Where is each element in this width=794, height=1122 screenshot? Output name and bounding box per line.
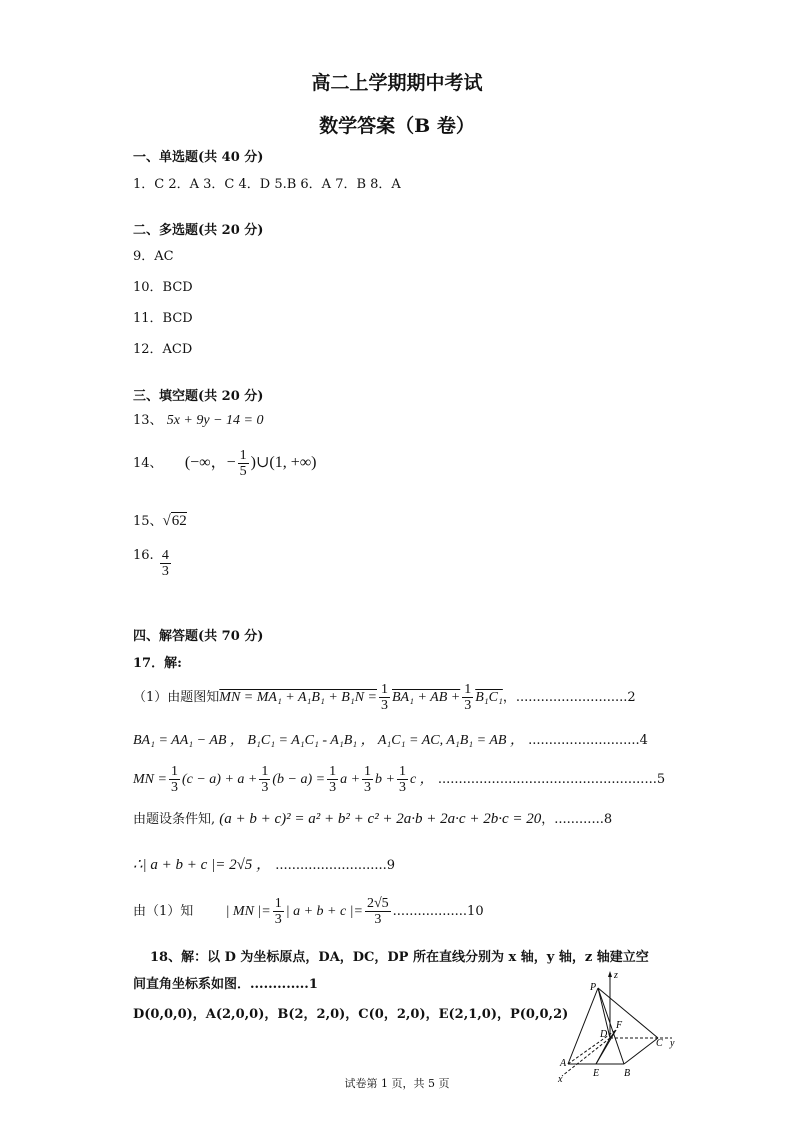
q17-l2-expr: BA₁ = AA₁ − AB ， B₁C₁ = A₁C₁ - A₁B₁ ， A₁C₁ = AC, A₁B₁ = AB ， (133, 733, 524, 748)
q17-l4-expr: (a + b + c)² = a² + b² + c² + 2a·b + 2a·c + 2b·c = 20 (219, 811, 542, 827)
q17-l1-frac-2-den: 3 (464, 698, 472, 713)
q17-l6-frac-1-num: 1 (274, 896, 282, 911)
q18-line-3: D(0,0,0)，A(2,0,0)，B(2，2,0)，C(0，2,0)，E(2,1,0)，P(0,0,2) (133, 1007, 569, 1022)
answer-16-fraction (160, 548, 171, 579)
q17-l3-f: c ， (409, 772, 434, 787)
q17-l3-d: a + (340, 772, 361, 787)
q17-l1-frac-2-num: 1 (464, 682, 472, 697)
q17-l3-frac-5-den: 3 (398, 780, 406, 795)
answer-14-label: 14、 (133, 456, 163, 471)
answer-15-root: 62 (171, 513, 187, 529)
answer-11: 11．BCD (133, 311, 193, 326)
q17-l3-frac-3 (327, 764, 338, 795)
q17-l3-a: MN = (133, 772, 167, 787)
x-axis (562, 1038, 610, 1076)
label-z: z (614, 970, 618, 981)
label-A: A (560, 1058, 567, 1069)
q17-l1-score: ，...........................2 (502, 690, 636, 705)
q17-l6-frac-1-den: 3 (274, 912, 282, 927)
label-E: E (593, 1068, 600, 1079)
q17-l3-score: .....................................................5 (437, 772, 666, 787)
q17-l3-frac-1-den: 3 (170, 780, 178, 795)
q17-l1-frac-1-den: 3 (381, 698, 388, 713)
q17-l4-prefix: 由题设条件知, (133, 812, 216, 827)
answer-14 (133, 448, 316, 479)
q17-l3-frac-4 (362, 764, 373, 795)
answer-14-num: 1 (239, 448, 247, 463)
edge-BC (624, 1038, 658, 1064)
answer-13-expr: 5x + 9y − 14 = 0 (166, 413, 264, 428)
answer-12: 12．ACD (133, 342, 193, 357)
label-B: B (624, 1068, 631, 1079)
q17-l3-e: b + (375, 772, 395, 787)
q17-l6-frac-2-num: 2√5 (366, 896, 389, 911)
answer-10: 10．BCD (133, 280, 193, 295)
q17-l3-frac-1-num: 1 (170, 764, 178, 779)
q17-l3-frac-4-num: 1 (364, 764, 372, 779)
q17-l1-prefix: （1）由题图知 (133, 690, 220, 705)
q17-l5-score: ...........................9 (275, 858, 396, 873)
label-y: y (670, 1038, 675, 1049)
q17-l6-score: ..................10 (392, 904, 484, 919)
label-x: x (558, 1074, 563, 1085)
q17-l3-frac-1 (169, 764, 180, 795)
q17-l1-frac-1-num: 1 (381, 682, 388, 697)
q17-l1-expr-c: B₁C₁ (475, 690, 503, 705)
q17-l3-frac-2-num: 1 (261, 764, 269, 779)
label-P: P (590, 982, 597, 993)
answer-15-label: 15、 (133, 514, 163, 529)
page-subtitle: 数学答案（B 卷） (319, 115, 475, 137)
q17-l3-frac-5 (397, 764, 408, 795)
answer-9: 9．AC (133, 249, 174, 264)
edge-PA (568, 988, 598, 1064)
answer-16-label: 16. (133, 548, 154, 563)
q18-line-2: 间直角坐标系如图．.............1 (133, 977, 318, 992)
label-C: C (656, 1038, 663, 1049)
label-D: D (600, 1029, 608, 1040)
q17-line-2 (133, 729, 648, 749)
section-heading-fill-blank: 三、填空题(共 20 分) (133, 389, 264, 404)
q17-l3-frac-2 (259, 764, 270, 795)
section-heading-multi-choice: 二、多选题(共 20 分) (133, 223, 264, 238)
q17-l1-frac-2 (462, 682, 473, 713)
q17-l3-frac-4-den: 3 (364, 780, 372, 795)
answer-14-left: (−∞，− (184, 454, 236, 471)
q17-line-1 (133, 682, 636, 713)
page-footer: 试卷第 1 页，共 5 页 (344, 1077, 450, 1090)
q17-l1-frac-1 (379, 682, 390, 713)
page-title: 高二上学期期中考试 (311, 72, 483, 94)
q17-l1-expr-b: BA₁ + AB + (392, 690, 461, 705)
answer-13 (133, 409, 263, 429)
answer-16 (133, 548, 173, 579)
q17-l6-frac-2 (365, 896, 391, 927)
q17-l3-frac-5-num: 1 (398, 764, 406, 779)
q17-l3-b: (c − a) + a + (181, 772, 258, 787)
answer-16-den: 3 (161, 564, 169, 579)
answer-14-right: )∪(1, +∞) (250, 454, 317, 471)
q17-line-6 (133, 896, 484, 927)
q17-l3-frac-3-den: 3 (329, 780, 337, 795)
q17-l3-frac-2-den: 3 (261, 780, 269, 795)
q17-l6-prefix: 由（1）知 (133, 904, 194, 919)
answer-16-num: 4 (161, 548, 169, 563)
q17-title: 17．解: (133, 656, 182, 671)
q17-line-4 (133, 808, 612, 828)
answer-13-label: 13、 (133, 413, 163, 428)
q17-line-5 (133, 853, 395, 874)
section-heading-single-choice: 一、单选题(共 40 分) (133, 150, 264, 165)
answer-14-den: 5 (239, 464, 247, 479)
q17-l6-frac-2-den: 3 (374, 912, 382, 927)
answer-15: 15、√62 (133, 513, 187, 529)
single-choice-answers: 1．C 2．A 3．C 4．D 5.B 6．A 7．B 8．A (133, 177, 401, 192)
q17-l6-frac-1 (273, 896, 284, 927)
q17-l4-score: ，............8 (541, 812, 613, 827)
q17-l2-score: ...........................4 (528, 733, 648, 748)
label-F: F (616, 1020, 623, 1031)
z-axis-arrow (608, 971, 612, 977)
q17-l3-c: (b − a) = (272, 772, 326, 787)
pyramid-figure (550, 968, 680, 1086)
q17-l6-b: | a + b + c |= (285, 904, 363, 919)
q18-line-1: 18、解：以 D 为坐标原点，DA，DC，DP 所在直线分别为 x 轴，y 轴，z 轴建立空 (150, 950, 649, 965)
q17-l3-frac-3-num: 1 (329, 764, 337, 779)
section-heading-solutions: 四、解答题(共 70 分) (133, 629, 264, 644)
q17-l1-expr-a: MN = MA₁ + A₁B₁ + B₁N = (219, 690, 377, 705)
q17-line-3 (133, 764, 665, 795)
answer-14-fraction (238, 448, 249, 479)
q17-l6-a: | MN |= (225, 904, 271, 919)
q17-l5-expr: ∴| a + b + c |= 2√5 ， (133, 857, 272, 873)
